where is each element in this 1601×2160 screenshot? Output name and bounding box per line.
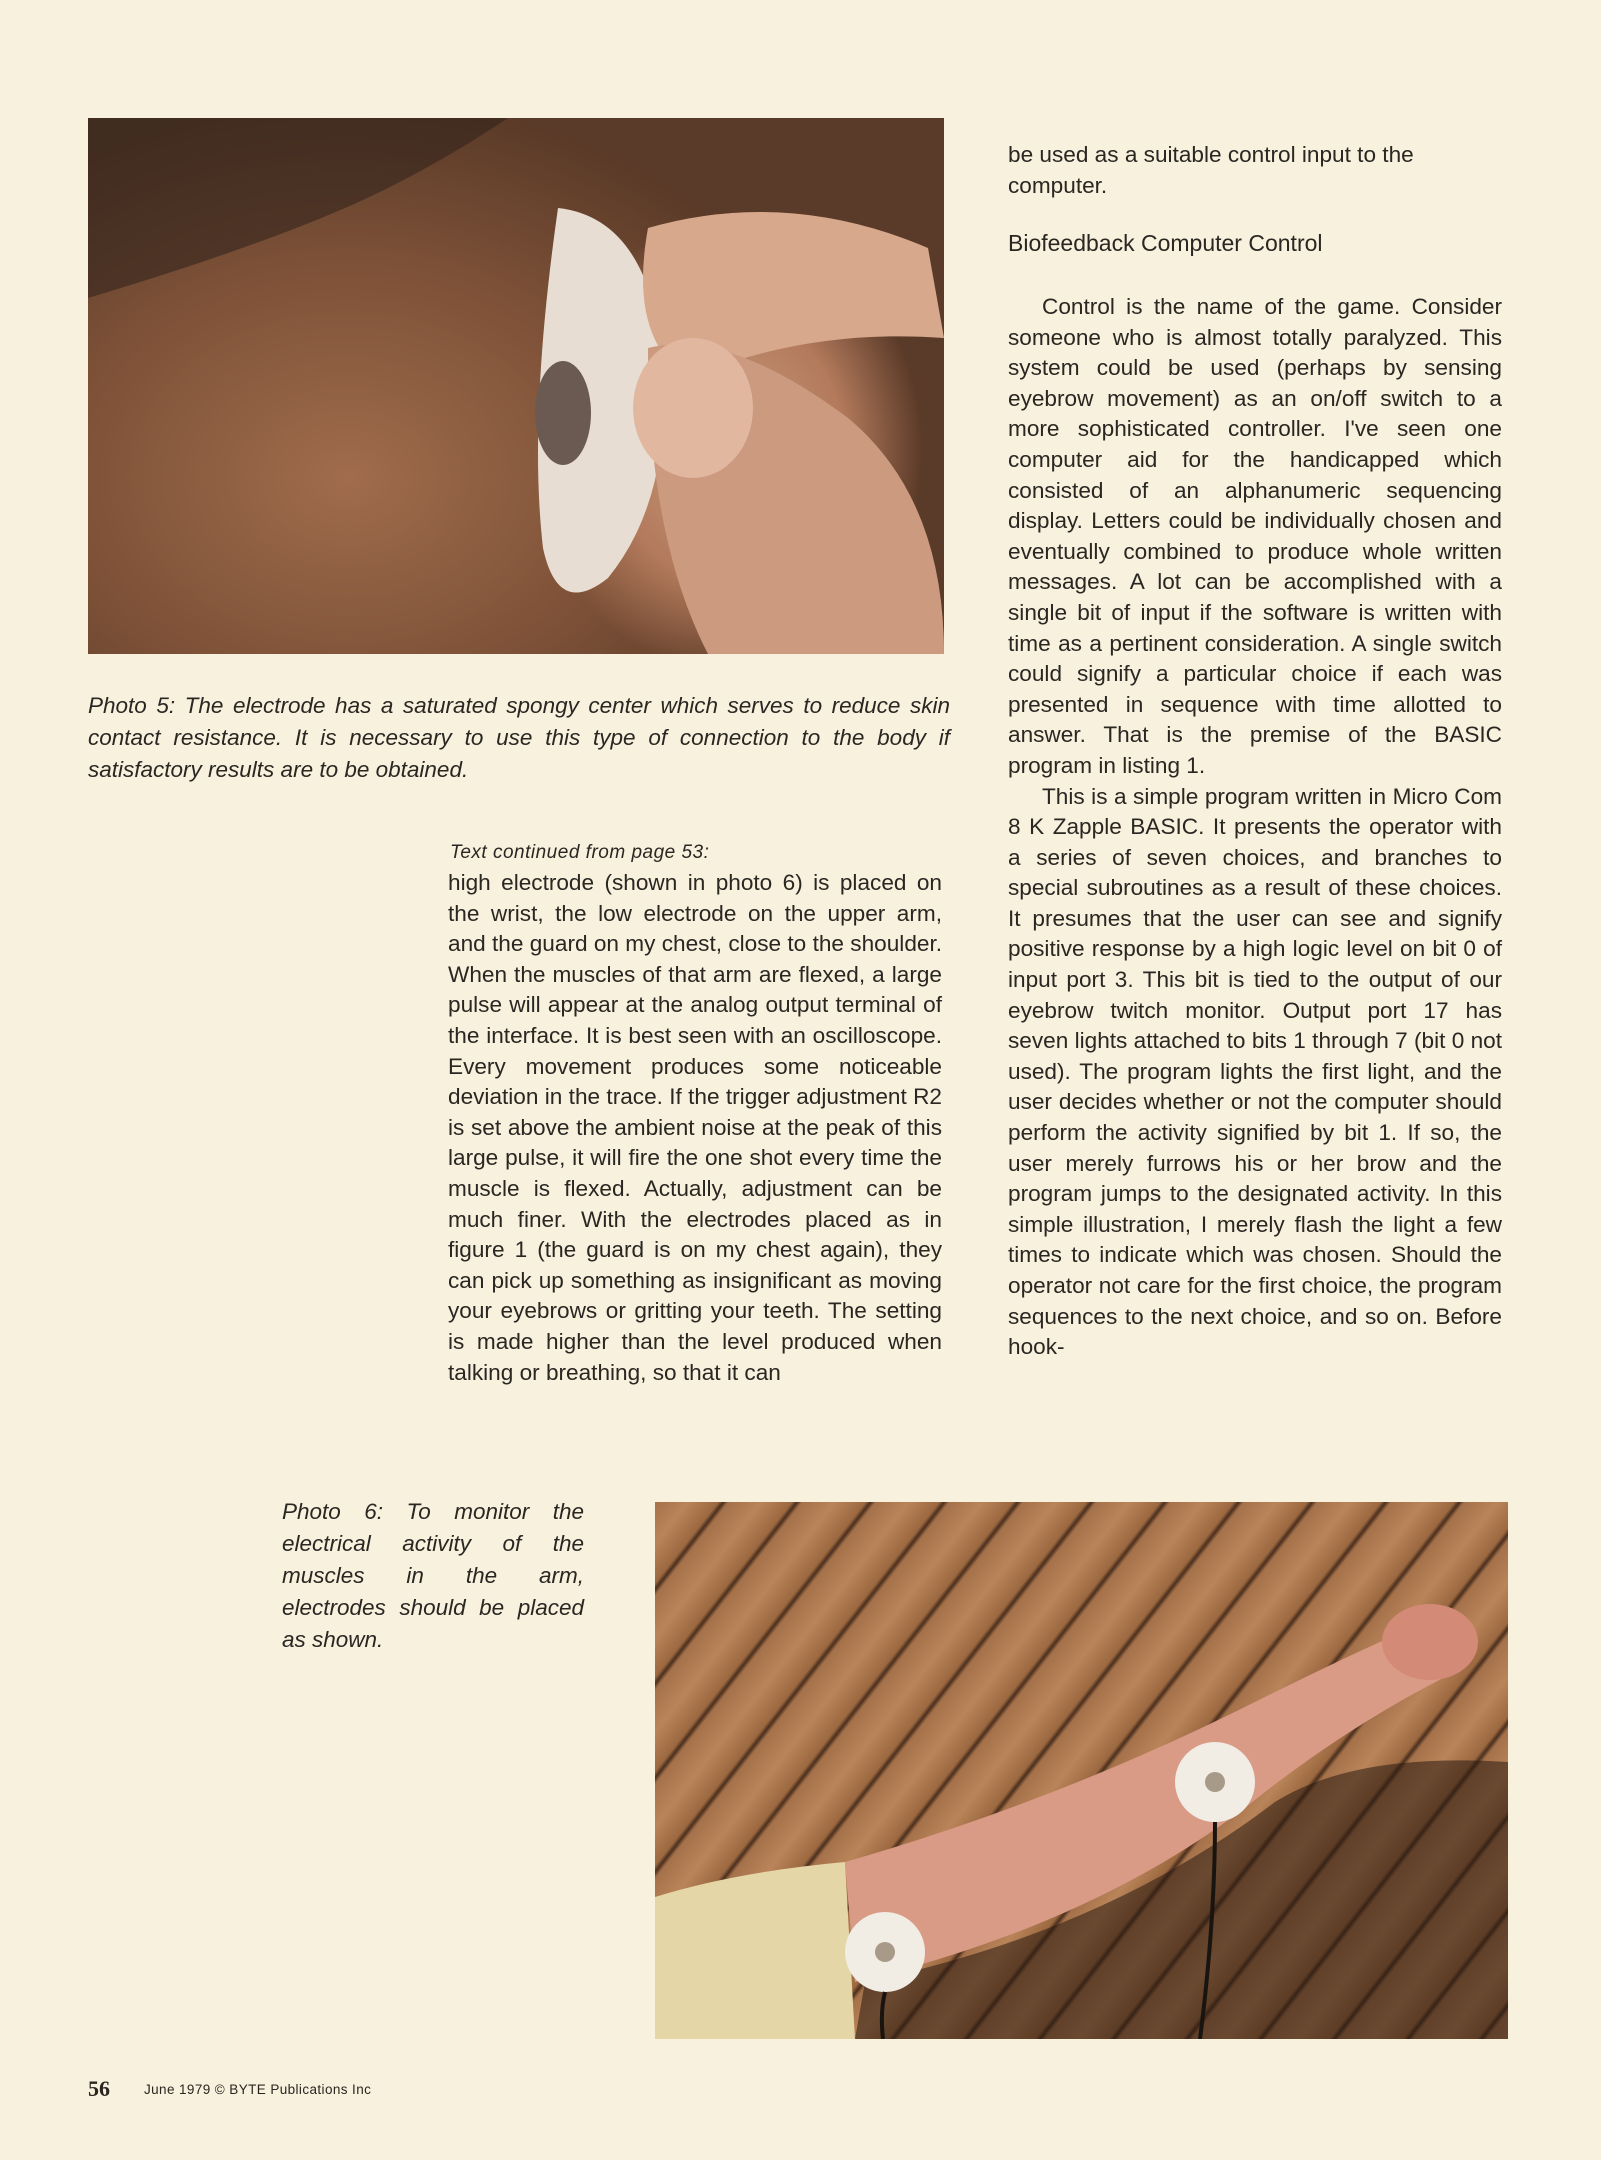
section-heading: Biofeedback Computer Control bbox=[1008, 230, 1323, 256]
photo-5-electrode-image bbox=[88, 118, 944, 654]
continued-note: Text continued from page 53: bbox=[450, 842, 710, 863]
photo-6-illustration bbox=[655, 1502, 1508, 2039]
right-column-text bbox=[1008, 292, 1502, 1363]
photo-6-caption: Photo 6: To monitor the electrical activity of the muscles in the arm, electrodes should be placed as shown. bbox=[282, 1499, 584, 1652]
photo-5-caption: Photo 5: The electrode has a saturated spongy center which serves to reduce skin contact resistance. It is necessary to use this type of connection to the body if satisfactory results are to be obtained. bbox=[88, 693, 950, 782]
body-paragraph-1: Control is the name of the game. Consider someone who is almost totally paralyzed. This system could be used (perhaps by sensing eyebrow movement) as an on/off switch to a more sophisticated controller. I've seen one computer aid for the handicapped which consisted of an alphanumeric sequencing display. Letters could be individually chosen and eventually combined to produce whole written messages. A lot can be accomplished with a single bit of input if the software is written with time as a pertinent consideration. A single switch could signify a particular choice if each was presented in sequence with time allotted to answer. That is the premise of the BASIC program in listing 1. bbox=[1008, 294, 1502, 778]
photo-6-arm-electrodes-image bbox=[655, 1502, 1508, 2039]
footer-credit: June 1979 © BYTE Publications Inc bbox=[144, 2082, 372, 2097]
left-column-paragraph: high electrode (shown in photo 6) is placed on the wrist, the low electrode on the upper arm, and the guard on my chest, close to the shoulder. When the muscles of that arm are flexed, a large pulse will appear at the analog output terminal of the interface. It is best seen with an oscilloscope. Every movement produces some noticeable deviation in the trace. If the trigger adjustment R2 is set above the ambient noise at the peak of this large pulse, it will fire the one shot every time the muscle is flexed. Actually, adjustment can be much finer. With the electrodes placed as in figure 1 (the guard is on my chest again), they can pick up something as insignificant as moving your eyebrows or gritting your teeth. The setting is made higher than the level produced when talking or breathing, so that it can bbox=[448, 870, 942, 1385]
right-column-opening bbox=[1008, 140, 1502, 201]
opening-paragraph: be used as a suitable control input to the computer. bbox=[1008, 142, 1414, 198]
left-column-text bbox=[448, 868, 942, 1388]
body-paragraph-2: This is a simple program written in Micro Com 8 K Zapple BASIC. It presents the operator with a series of seven choices, and branches to special subroutines as a result of these choices. It presumes that the user can see and signify positive response by a high logic level on bit 0 of input port 3. This bit is tied to the output of our eyebrow twitch monitor. Output port 17 has seven lights attached to bits 1 through 7 (bit 0 not used). The program lights the first light, and the user decides whether or not the computer should perform the activity signified by bit 1. If so, the user merely furrows his or her brow and the program jumps to the designated activity. In this simple illustration, I merely flash the light a few times to indicate which was chosen. Should the operator not care for the first choice, the program sequences to the next choice, and so on. Before hook- bbox=[1008, 783, 1502, 1360]
page-number: 56 bbox=[88, 2076, 110, 2101]
photo-5-illustration bbox=[88, 118, 944, 654]
